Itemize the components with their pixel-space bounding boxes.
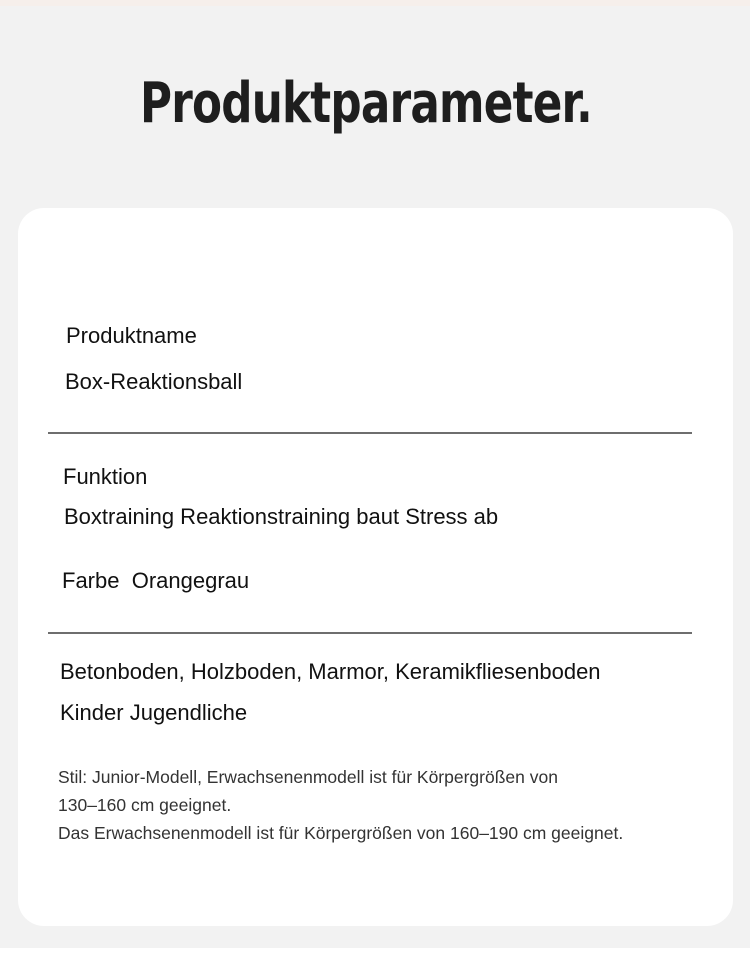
- page-title: Produktparameter.: [140, 71, 592, 136]
- size-note: [58, 763, 698, 847]
- function-value: Boxtraining Reaktionstraining baut Stress ab: [64, 504, 499, 529]
- product-name-label: Produktname: [66, 323, 197, 348]
- size-note-line: Stil: Junior-Modell, Erwachsenenmodell ist für Körpergrößen von: [58, 767, 558, 787]
- function-label: Funktion: [63, 464, 148, 489]
- product-name-value: Box-Reaktionsball: [65, 369, 243, 394]
- color-label: Farbe: [62, 568, 120, 593]
- divider-2: [48, 632, 692, 634]
- size-note-line: Das Erwachsenenmodell ist für Körpergrößen von 160–190 cm geeignet.: [58, 823, 624, 843]
- floor-types: Betonboden, Holzboden, Marmor, Keramikfliesenboden: [60, 659, 601, 684]
- bottom-band: [0, 948, 750, 957]
- top-strip: [0, 0, 750, 6]
- target-audience: Kinder Jugendliche: [60, 700, 248, 725]
- color-value: Orangegrau: [131, 568, 250, 593]
- parameter-card: [18, 208, 733, 926]
- divider-1: [48, 432, 692, 434]
- color-row: [62, 568, 249, 594]
- size-note-line: 130–160 cm geeignet.: [58, 795, 232, 815]
